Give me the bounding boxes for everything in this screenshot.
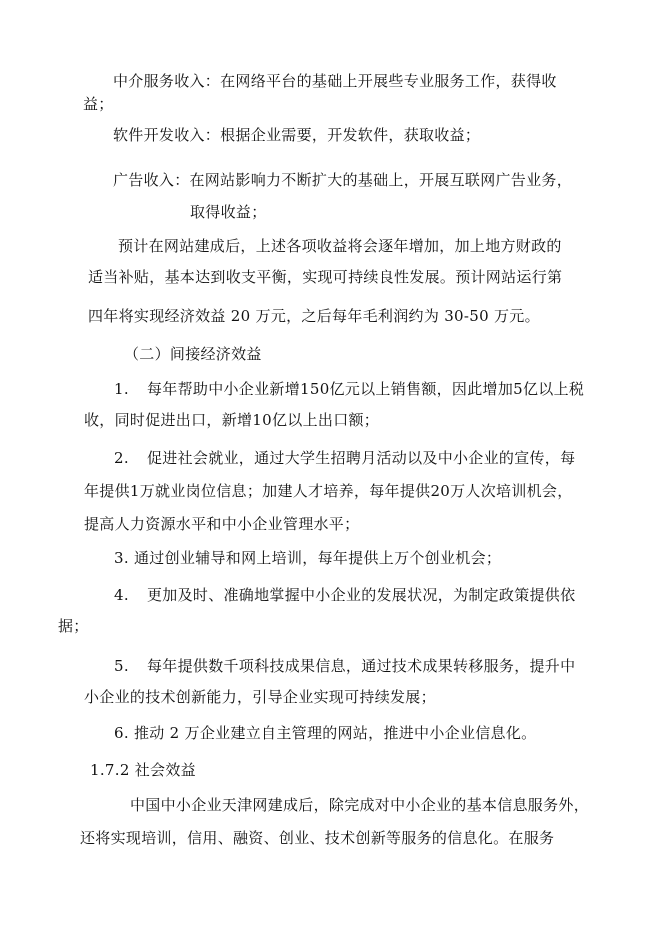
item-4-line-2: 据；: [58, 617, 89, 635]
income-agency-line-2: 益；: [83, 95, 114, 113]
item-4-line-1: 更加及时、准确地掌握中小企业的发展状况，为制定政策提供依: [147, 586, 576, 604]
social-benefits-heading: 1.7.2 社会效益: [90, 761, 196, 779]
item-2-line-3: 提高人力资源水平和中小企业管理水平；: [84, 515, 360, 533]
forecast-line-2: 适当补贴，基本达到收支平衡，实现可持续良性发展。预计网站运行第: [88, 268, 563, 286]
item-2-line-1: 促进社会就业，通过大学生招聘月活动以及中小企业的宣传，每: [147, 449, 576, 467]
social-paragraph-line-2: 还将实现培训，信用、融资、创业、技术创新等服务的信息化。在服务: [80, 829, 555, 847]
item-3-line: 3. 通过创业辅导和网上培训，每年提供上万个创业机会；: [114, 549, 502, 567]
indirect-benefits-heading: （二）间接经济效益: [124, 345, 262, 363]
item-2-number: 2.: [114, 449, 129, 467]
item-4-number: 4.: [114, 586, 129, 604]
forecast-line-1: 预计在网站建成后，上述各项收益将会逐年增加，加上地方财政的: [118, 237, 562, 255]
item-2-line-2: 年提供1万就业岗位信息；加建人才培养，每年提供20万人次培训机会，: [84, 482, 573, 500]
item-5-line-1: 每年提供数千项科技成果信息，通过技术成果转移服务，提升中: [147, 657, 576, 675]
forecast-line-3: 四年将实现经济效益 20 万元，之后每年毛利润约为 30-50 万元。: [88, 307, 540, 325]
item-6-line: 6. 推动 2 万企业建立自主管理的网站，推进中小企业信息化。: [114, 724, 537, 742]
item-1-line-1: 每年帮助中小企业新增150亿元以上销售额，因此增加5亿以上税: [147, 380, 585, 398]
income-advertising-line-1: 广告收入：在网站影响力不断扩大的基础上，开展互联网广告业务，: [113, 171, 573, 189]
social-paragraph-line-1: 中国中小企业天津网建成后，除完成对中小企业的基本信息服务外，: [130, 796, 590, 814]
income-advertising-line-2: 取得收益；: [190, 203, 267, 221]
item-5-line-2: 小企业的技术创新能力，引导企业实现可持续发展；: [84, 688, 436, 706]
item-1-number: 1.: [114, 380, 129, 398]
item-5-number: 5.: [114, 657, 129, 675]
item-1-line-2: 收，同时促进出口，新增10亿以上出口额；: [84, 411, 380, 429]
income-agency-line-1: 中介服务收入：在网络平台的基础上开展些专业服务工作，获得收: [113, 72, 557, 90]
income-software-line: 软件开发收入：根据企业需要，开发软件，获取收益；: [113, 126, 481, 144]
